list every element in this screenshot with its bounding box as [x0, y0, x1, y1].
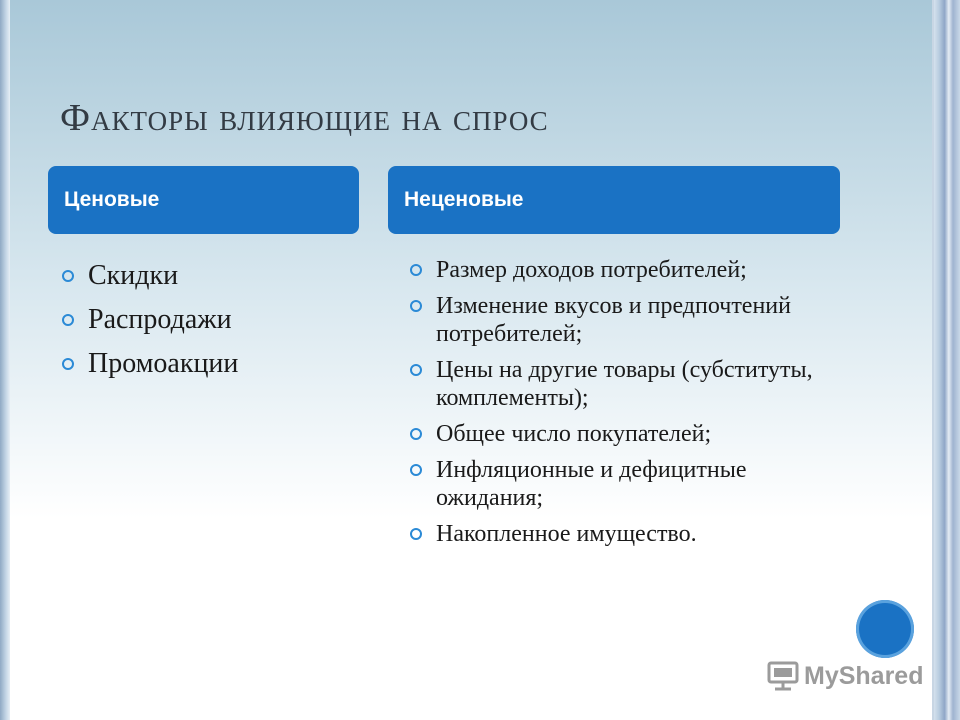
slide-title: Факторы влияющие на спрос	[60, 97, 549, 139]
list-item: Инфляционные и дефицитные ожидания;	[410, 456, 850, 512]
price-factors-list	[62, 256, 362, 388]
decorative-circle	[856, 600, 914, 658]
list-item: Общее число покупателей;	[410, 420, 850, 448]
list-item: Промоакции	[62, 344, 362, 384]
watermark-text: MyShared	[804, 661, 924, 690]
bullet-icon	[410, 528, 422, 540]
bullet-icon	[410, 300, 422, 312]
bullet-icon	[410, 364, 422, 376]
list-item: Распродажи	[62, 300, 362, 340]
slide-right-border	[932, 0, 960, 720]
nonprice-factors-list	[410, 256, 850, 556]
bullet-icon	[62, 358, 74, 370]
bullet-icon	[62, 314, 74, 326]
header-price-factors: Ценовые	[48, 166, 359, 234]
slide-right-border-line	[932, 0, 934, 720]
slide-left-border	[0, 0, 10, 720]
list-item: Цены на другие товары (субституты, комплементы);	[410, 356, 850, 412]
bullet-icon	[62, 270, 74, 282]
header-nonprice-factors: Неценовые	[388, 166, 840, 234]
list-item: Изменение вкусов и предпочтений потребителей;	[410, 292, 850, 348]
list-item: Скидки	[62, 256, 362, 296]
bullet-icon	[410, 264, 422, 276]
myshared-logo-icon	[766, 660, 800, 692]
myshared-watermark	[766, 656, 923, 696]
list-item: Размер доходов потребителей;	[410, 256, 850, 284]
list-item: Накопленное имущество.	[410, 520, 850, 548]
bullet-icon	[410, 428, 422, 440]
bullet-icon	[410, 464, 422, 476]
